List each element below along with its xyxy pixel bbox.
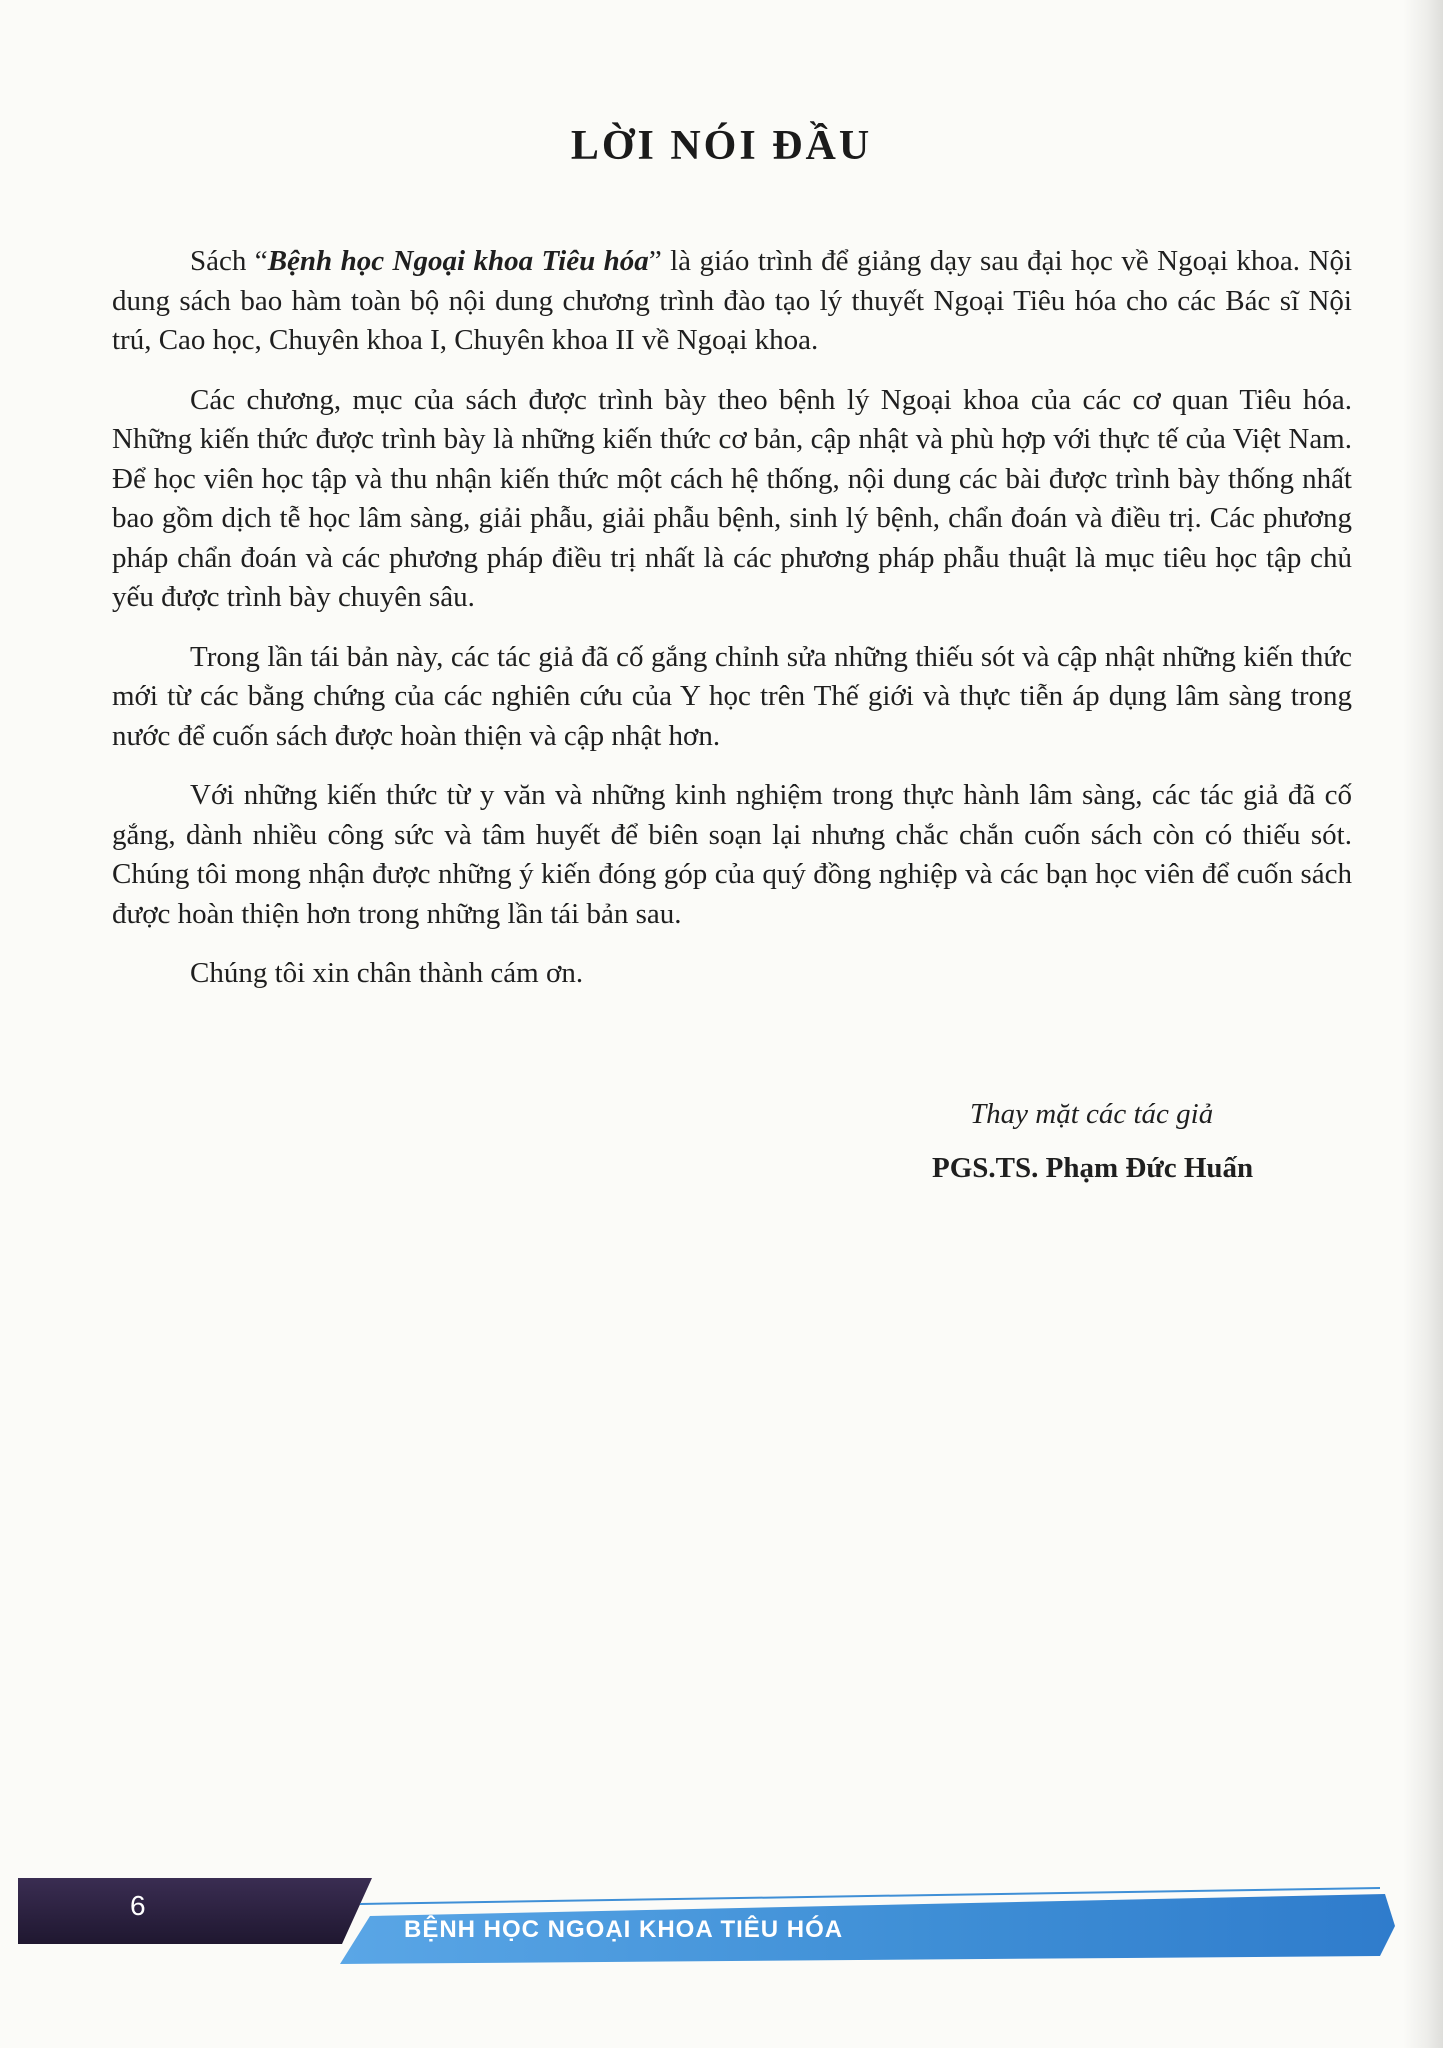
paragraph-2: Các chương, mục của sách được trình bày theo bệnh lý Ngoại khoa của các cơ quan Tiêu hóa. Những kiến thức được trình bày là những kiến thức cơ bản, cập nhật và phù hợp với thực tế của Việt Nam. Để học viên học tập và thu nhận kiến thức một cách hệ thống, nội dung các bài được trình bày thống nhất bao gồm dịch tễ học lâm sàng, giải phẫu, giải phẫu bệnh, sinh lý bệnh, chẩn đoán và điều trị. Các phương pháp chẩn đoán và các phương pháp điều trị nhất là các phương pháp phẫu thuật là mục tiêu học tập chủ yếu được trình bày chuyên sâu. <box>112 383 1352 613</box>
paragraph-1-prefix: Sách “ <box>190 245 268 277</box>
paragraph-3: Trong lần tái bản này, các tác giả đã cố gắng chỉnh sửa những thiếu sót và cập nhật những kiến thức mới từ các bằng chứng của các nghiên cứu của Y học trên Thế giới và thực tiễn áp dụng lâm sàng trong nước để cuốn sách được hoàn thiện và cập nhật hơn. <box>112 640 1352 752</box>
book-title: Bệnh học Ngoại khoa Tiêu hóa <box>267 245 649 277</box>
running-title: BỆNH HỌC NGOẠI KHOA TIÊU HÓA <box>404 1916 844 1943</box>
paragraph-closing: Chúng tôi xin chân thành cám ơn. <box>190 957 584 989</box>
footer-dark-band <box>18 1878 372 1944</box>
page-number: 6 <box>130 1890 146 1921</box>
paragraph-1 <box>112 242 1352 361</box>
signature-role: Thay mặt các tác giả <box>970 1098 1214 1130</box>
paragraph-4: Với những kiến thức từ y văn và những kinh nghiệm trong thực hành lâm sàng, các tác giả đã cố gắng, dành nhiều công sức và tâm huyết để biên soạn lại nhưng chắc chắn cuốn sách còn có thiếu sót. Chúng tôi mong nhận được những ý kiến đóng góp của quý đồng nghiệp và các bạn học viên để cuốn sách được hoàn thiện hơn trong những lần tái bản sau. <box>112 779 1352 930</box>
signature-name: PGS.TS. Phạm Đức Huấn <box>932 1152 1254 1184</box>
preface-body <box>112 242 1352 1014</box>
paragraph-1-rest: ” là giáo trình để giảng dạy sau đại học về Ngoại khoa. Nội dung sách bao hàm toàn bộ nội dung chương trình đào tạo lý thuyết Ngoại Tiêu hóa cho các Bác sĩ Nội trú, Cao học, Chuyên khoa I, Chuyên khoa II về Ngoại khoa. <box>112 245 1352 356</box>
page-edge-shadow <box>1403 0 1443 2048</box>
page-title: LỜI NÓI ĐẦU <box>570 123 873 169</box>
page-footer <box>0 1868 1443 1978</box>
